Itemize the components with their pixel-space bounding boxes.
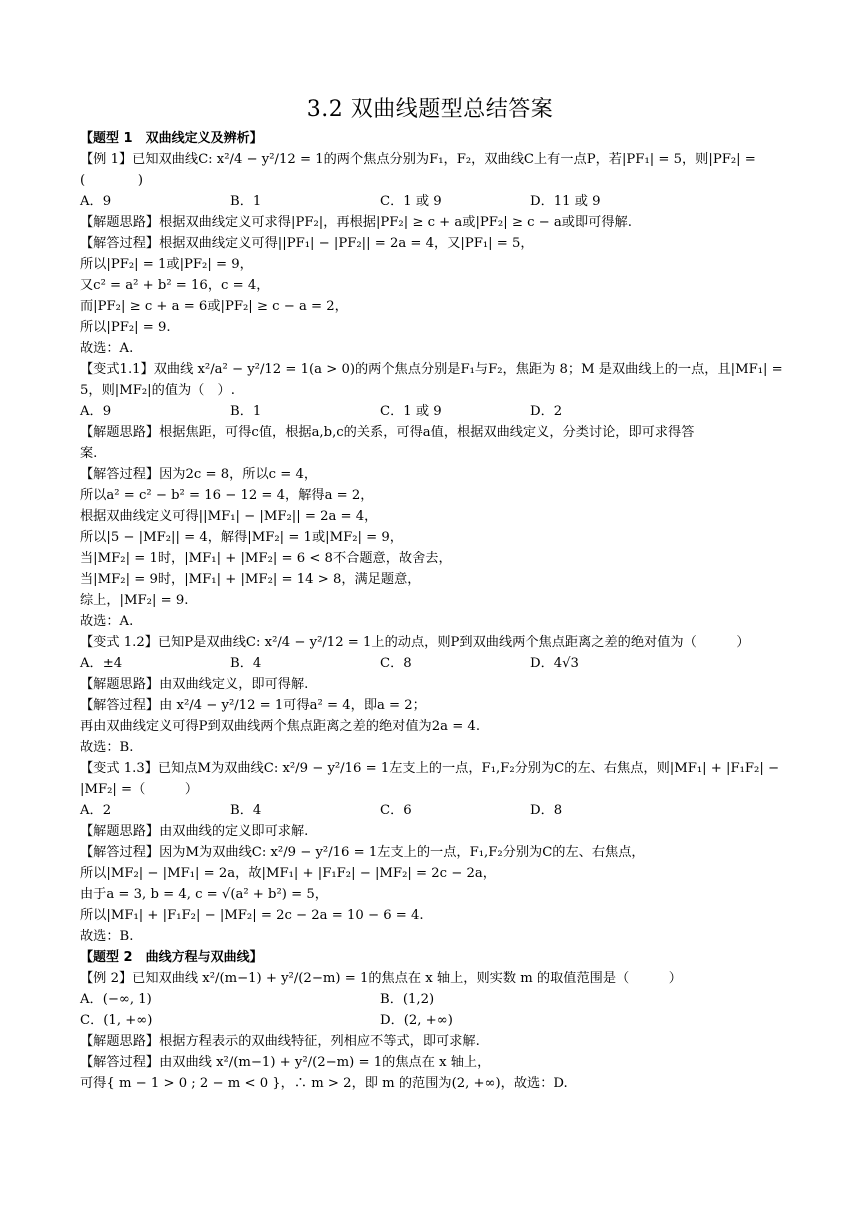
solution-line: 综上，|MF₂| = 9. bbox=[80, 593, 189, 608]
option-b: B．4 bbox=[230, 803, 262, 818]
solution-line: 而|PF₂| ≥ c + a = 6或|PF₂| ≥ c − a = 2， bbox=[80, 299, 348, 314]
solution-line: 所以a² = c² − b² = 16 − 12 = 4，解得a = 2， bbox=[80, 488, 374, 503]
solution-line: 再由双曲线定义可得P到双曲线两个焦点距离之差的绝对值为2a = 4. bbox=[80, 719, 481, 734]
page-title: 3.2 双曲线题型总结答案 bbox=[306, 97, 554, 122]
variant13-options bbox=[80, 800, 780, 821]
variant13-stem-cont: |MF₂| =（ ） bbox=[80, 782, 199, 797]
solution-line: 【解答过程】根据双曲线定义可得||PF₁| − |PF₂|| = 2a = 4，又|PF₁| = 5， bbox=[80, 236, 534, 251]
option-b: B．1 bbox=[230, 194, 262, 209]
option-c: C．(1, +∞) bbox=[80, 1013, 153, 1028]
document-body bbox=[80, 128, 783, 1094]
answer-line: 故选：B. bbox=[80, 929, 134, 944]
solution-line: 所以|MF₂| − |MF₁| = 2a，故|MF₁| + |F₁F₂| − |MF₂| = 2c − 2a， bbox=[80, 866, 496, 881]
variant11-options bbox=[80, 401, 780, 422]
variant11-idea-cont: 案. bbox=[80, 446, 98, 461]
solution-line: 所以|PF₂| = 9. bbox=[80, 320, 171, 335]
example1-options bbox=[80, 191, 780, 212]
option-a: A．9 bbox=[80, 404, 112, 419]
solution-line: 所以|PF₂| = 1或|PF₂| = 9， bbox=[80, 257, 253, 272]
option-d: D．11 或 9 bbox=[530, 194, 601, 209]
option-d: D．4√3 bbox=[530, 656, 579, 671]
example2-idea: 【解题思路】根据方程表示的双曲线特征，列相应不等式，即可求解. bbox=[80, 1034, 480, 1049]
solution-line: 当|MF₂| = 1时，|MF₁| + |MF₂| = 6 < 8不合题意，故舍去， bbox=[80, 551, 452, 566]
example2-options-row1 bbox=[80, 989, 780, 1010]
variant11-stem-cont: 5，则|MF₂|的值为（ ）. bbox=[80, 383, 235, 398]
variant12-idea: 【解题思路】由双曲线定义，即可得解. bbox=[80, 677, 309, 692]
variant11-idea: 【解题思路】根据焦距，可得c值，根据a,b,c的关系，可得a值，根据双曲线定义，分类讨论，即可求得答 bbox=[80, 425, 695, 440]
variant13-stem: 【变式 1.3】已知点M为双曲线C: x²/9 − y²/16 = 1左支上的一点，F₁,F₂分别为C的左、右焦点，则|MF₁| + |F₁F₂| − bbox=[80, 761, 780, 776]
option-b: B．(1,2) bbox=[380, 992, 435, 1007]
option-a: A．(−∞, 1) bbox=[80, 992, 152, 1007]
solution-line: 【解答过程】由双曲线 x²/(m−1) + y²/(2−m) = 1的焦点在 x 轴上， bbox=[80, 1055, 491, 1070]
solution-line: 由于a = 3, b = 4, c = √(a² + b²) = 5， bbox=[80, 887, 328, 902]
solution-line: 【解答过程】因为2c = 8，所以c = 4， bbox=[80, 467, 318, 482]
option-a: A．±4 bbox=[80, 656, 123, 671]
option-c: C．1 或 9 bbox=[380, 404, 442, 419]
option-b: B．1 bbox=[230, 404, 262, 419]
solution-line: 当|MF₂| = 9时，|MF₁| + |MF₂| = 14 > 8，满足题意， bbox=[80, 572, 421, 587]
option-c: C．1 或 9 bbox=[380, 194, 442, 209]
option-c: C．6 bbox=[380, 803, 412, 818]
option-a: A．2 bbox=[80, 803, 112, 818]
option-d: D．8 bbox=[530, 803, 563, 818]
option-c: C．8 bbox=[380, 656, 412, 671]
option-b: B．4 bbox=[230, 656, 262, 671]
example2-options-row2 bbox=[80, 1010, 780, 1031]
example2-stem: 【例 2】已知双曲线 x²/(m−1) + y²/(2−m) = 1的焦点在 x 轴上，则实数 m 的取值范围是（ ） bbox=[80, 971, 682, 986]
variant11-stem: 【变式1.1】双曲线 x²/a² − y²/12 = 1(a > 0)的两个焦点分别是F₁与F₂，焦距为 8；M 是双曲线上的一点，且|MF₁| = bbox=[80, 362, 783, 377]
option-d: D．(2, +∞) bbox=[380, 1013, 453, 1028]
answer-line: 故选：B. bbox=[80, 740, 134, 755]
example1-idea: 【解题思路】根据双曲线定义可求得|PF₂|，再根据|PF₂| ≥ c + a或|PF₂| ≥ c − a或即可得解. bbox=[80, 215, 632, 230]
section-header-type1: 【题型 1 双曲线定义及辨析】 bbox=[80, 131, 263, 146]
answer-line: 可得{ m − 1 > 0 ; 2 − m < 0 }，∴ m > 2，即 m 的范围为(2, +∞)，故选：D. bbox=[80, 1076, 568, 1091]
variant12-options bbox=[80, 653, 780, 674]
example1-stem-cont: ( ) bbox=[80, 173, 144, 188]
solution-line: 所以|MF₁| + |F₁F₂| − |MF₂| = 2c − 2a = 10 − 6 = 4. bbox=[80, 908, 424, 923]
solution-line: 所以|5 − |MF₂|| = 4，解得|MF₂| = 1或|MF₂| = 9， bbox=[80, 530, 403, 545]
solution-line: 【解答过程】因为M为双曲线C: x²/9 − y²/16 = 1左支上的一点，F₁,F₂分别为C的左、右焦点， bbox=[80, 845, 645, 860]
solution-line: 又c² = a² + b² = 16，c = 4， bbox=[80, 278, 270, 293]
answer-line: 故选：A. bbox=[80, 614, 134, 629]
variant13-idea: 【解题思路】由双曲线的定义即可求解. bbox=[80, 824, 309, 839]
variant12-stem: 【变式 1.2】已知P是双曲线C: x²/4 − y²/12 = 1上的动点，则P到双曲线两个焦点距离之差的绝对值为（ ） bbox=[80, 635, 750, 650]
solution-line: 根据双曲线定义可得||MF₁| − |MF₂|| = 2a = 4， bbox=[80, 509, 378, 524]
example1-stem: 【例 1】已知双曲线C: x²/4 − y²/12 = 1的两个焦点分别为F₁，F₂，双曲线C上有一点P，若|PF₁| = 5，则|PF₂| = bbox=[80, 152, 756, 167]
option-d: D．2 bbox=[530, 404, 563, 419]
solution-line: 【解答过程】由 x²/4 − y²/12 = 1可得a² = 4，即a = 2； bbox=[80, 698, 426, 713]
option-a: A．9 bbox=[80, 194, 112, 209]
section-header-type2: 【题型 2 曲线方程与双曲线】 bbox=[80, 950, 263, 965]
answer-line: 故选：A. bbox=[80, 341, 134, 356]
